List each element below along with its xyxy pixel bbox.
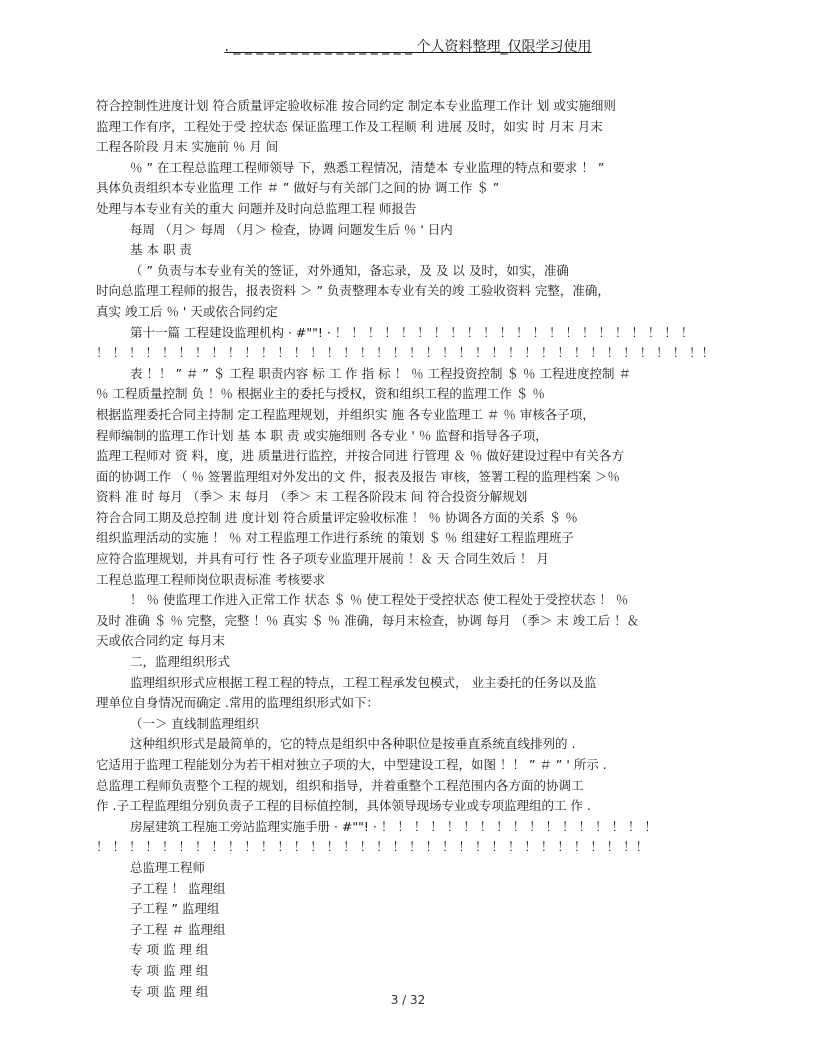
page-number: 3 / 32 — [390, 993, 426, 1007]
text-line: 监理组织形式应根据工程工程的特点，工程工程承发包模式， 业主委托的任务以及监 — [130, 674, 597, 690]
text-line: 子工程 ” 监理组 — [130, 901, 220, 917]
text-line: 应符合监理规划，并具有可行 性 各子项专业监理开展前 ！＆ 天 合同生效后 ！ 月 — [96, 551, 549, 567]
text-line: 工程总监理工程师岗位职责标准 考核要求 — [96, 571, 325, 587]
text-line: 程师编制的监理工作计划 基 本 职 责 或实施细则 各专业 ' ％ 监督和指导各子项， — [96, 427, 548, 443]
text-line: ！ ！ ！ ！ ！ ！ ！ ！ ！ ！ ！ ！ ！ ！ ！ ！ ！ ！ ！ ！ ！ ！ ！ ！ ！ ！ ！ ！ ！ ！ ！ ！ ！ ！ ！ ！ ！！ — [96, 345, 715, 361]
text-line: 专 项 监 理 组 — [130, 942, 209, 958]
text-line: 专 项 监 理 组 — [130, 962, 209, 978]
text-line: 第十一篇 工程建设监理机构 · #""! · ！ ！ ！ ！ ！ ！ ！ ！ ！ ！ ！ ！ ！ ！ ！ ！ ！ ！ ！ ！ ！ ！ — [130, 324, 694, 340]
text-line: ！ ！ ！ ！ ！ ！ ！ ！ ！ ！ ！ ！ ！ ！ ！ ！ ！ ！ ！ ！ ！ ！ ！ ！ ！ ！ ！ ！ ！ ！ ！ ！ ！！ — [96, 839, 649, 855]
text-line: 子工程 ＃ 监理组 — [130, 921, 226, 937]
text-line: 总监理工程师负责整个工程的规划，组织和指导，并着重整个工程范围内各方面的协调工 — [96, 777, 584, 793]
text-line: 基 本 职 责 — [130, 242, 192, 258]
text-line: 表 ！！ ” ＃ ” ＄ 工程 职责内容 标 工 作 指 标 ！ ％ 工程投资控制 ＄ ％ 工程进度控制 ＃ — [130, 365, 631, 381]
text-line: 作 .子工程监理组分别负责子工程的目标值控制，具体领导现场专业或专项监理组的工 作 . — [96, 798, 591, 814]
text-line: 监理工程师对 资 料，度，进 质量进行监控，并按合同进 行管理 ＆ ％ 做好建设过程中有关各方 — [96, 448, 624, 464]
text-line: 工程各阶段 月末 实施前 ％ 月 间 — [96, 139, 279, 155]
text-line: 它适用于监理工程能划分为若干相对独立子项的大，中型建设工程，如图 ！！ ” ＃ ” ' 所示 . — [96, 757, 607, 772]
text-line: 资料 准 时 每月 （季＞ 末 每月 （季＞ 末 工程各阶段末 间 符合投资分解规划 — [96, 489, 528, 505]
text-line: 面的协调工作 （ ％ 签署监理组对外发出的文 件，报表及报告 审核，签署工程的监理档案 ＞％ — [96, 468, 620, 484]
text-line: 天或依合同约定 每月末 — [96, 633, 225, 649]
text-line: 总监理工程师 — [130, 859, 206, 875]
text-line: 及时 准确 ＄ ％ 完整，完整 ！％ 真实 ＄ ％ 准确，每月末检查，协调 每月 （季＞ 末 竣工后 ！＆ — [96, 612, 640, 628]
text-line: 处理与本专业有关的重大 问题并及时向总监理工程 师报告 — [96, 200, 417, 216]
text-line: （一＞ 直线制监理组织 — [130, 715, 259, 731]
text-line: 时向总监理工程师的报告，报表资料 ＞ ” 负责整理本专业有关的竣 工验收资料 完整，准确， — [96, 283, 610, 299]
text-line: 监理工作有序，工程处于受 控状态 保证监理工作及工程顺 利 进展 及时，如实 时 月末 月末 — [96, 118, 603, 134]
page-header — [0, 36, 816, 56]
text-line: 符合合同工期及总控制 进 度计划 符合质量评定验收标准 ！ ％ 协调各方面的关系 ＄ ％ — [96, 509, 578, 525]
text-line: ％ ” 在工程总监理工程师领导 下，熟悉工程情况，清楚本 专业监理的特点和要求 ！ ” — [130, 159, 605, 175]
text-line: ！ ％ 使监理工作进入正常工作 状态 ＄ ％ 使工程处于受控状态 使工程处于受控状态 ！ ％ — [130, 592, 629, 608]
text-line: （ ” 负责与本专业有关的签证，对外通知，备忘录，及 及 以 及时，如实，准确 — [130, 262, 569, 278]
text-line: 根据监理委托合同主持制 定工程监理规划，并组织实 施 各专业监理工 ＃ ％ 审核各子项， — [96, 406, 595, 422]
text-line: 房屋建筑工程施工旁站监理实施手册 · #""! · ！ ！ ！ ！ ！ ！ ！ ！ ！ ！ ！ ！ ！ ！ ！ ！ ！ — [130, 818, 657, 834]
text-line: ％ 工程质量控制 负 ！％ 根据业主的委托与授权，资和组织工程的监理工作 ＄ ％ — [96, 386, 545, 402]
text-line: 二，监理组织形式 — [130, 654, 231, 670]
header-text: . _ _ _ _ _ _ _ _ _ _ _ _ _ _ _ _ 个人资料整理_仅限学习使用 — [224, 39, 592, 55]
text-line: 真实 竣工后 ％ ' 天或依合同约定 — [96, 303, 278, 319]
text-line: 理单位自身情况而确定 .常用的监理组织形式如下： — [96, 695, 379, 711]
text-line: 组织监理活动的实施 ！ ％ 对工程监理工作进行系统 的策划 ＄ ％ 组建好工程监理班子 — [96, 530, 574, 546]
text-line: 具体负责组织本专业监理 工作 ＃ ” 做好与有关部门之间的协 调工作 ＄ ” — [96, 180, 500, 196]
text-line: 子工程 ！ 监理组 — [130, 880, 226, 896]
document-body — [96, 96, 718, 1002]
text-line: 这种组织形式是最简单的，它的特点是组织中各种职位是按垂直系统直线排列的 . — [130, 736, 576, 752]
text-line: 符合控制性进度计划 符合质量评定验收标准 按合同约定 制定本专业监理工作计 划 或实施细则 — [96, 98, 616, 113]
text-line: 每周 （月＞ 每周 （月＞ 检查，协调 问题发生后 ％ ' 日内 — [130, 221, 453, 237]
text-line: 专 项 监 理 组 — [130, 983, 209, 999]
